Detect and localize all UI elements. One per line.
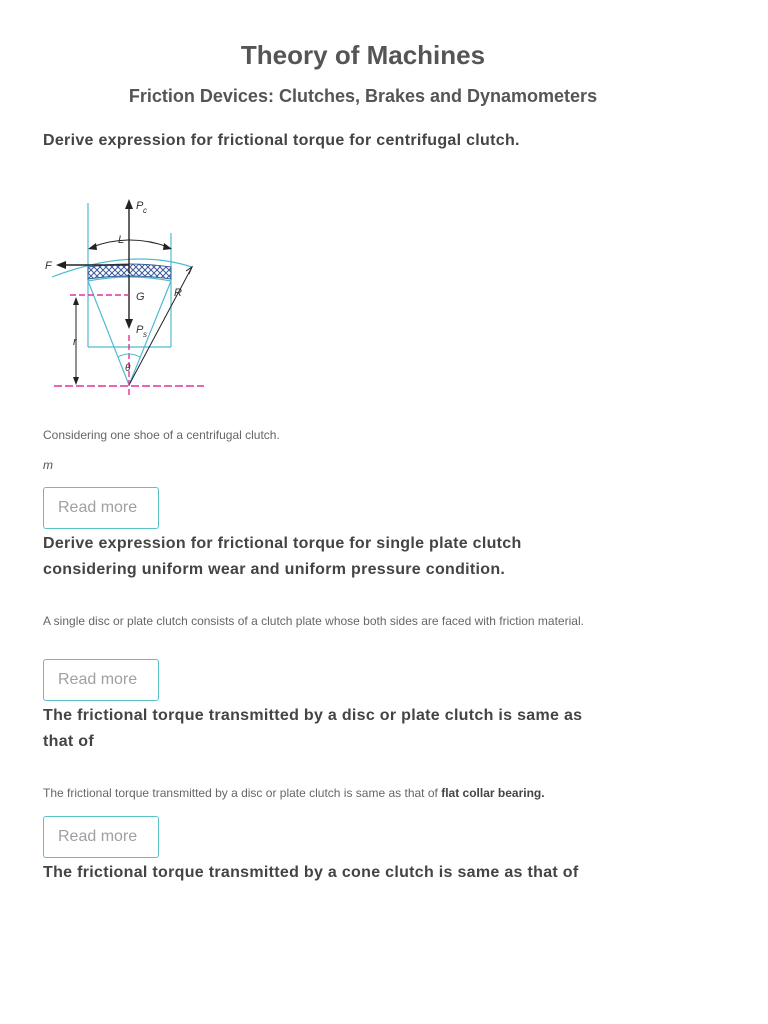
label-r-big: R (174, 287, 182, 299)
label-ps-sub: s (143, 330, 147, 339)
question-heading-2: Derive expression for frictional torque for single plate clutch considering uniform wear and uniform pressure condition. (43, 535, 522, 578)
label-l: L (118, 234, 125, 246)
question-heading-1: Derive expression for frictional torque for centrifugal clutch. (43, 132, 520, 149)
cone-left-line (88, 281, 129, 385)
question-text-3-bold: flat collar bearing. (441, 786, 545, 800)
label-pc: P (136, 200, 144, 212)
label-pc-sub: c (143, 206, 147, 215)
question-text-3 (43, 786, 603, 801)
page-title: Theory of Machines (240, 40, 486, 70)
question-extra-1: m (43, 458, 53, 472)
read-more-button-1[interactable]: Read more (43, 487, 159, 529)
label-g: G (136, 291, 145, 303)
page-subtitle: Friction Devices: Clutches, Brakes and Dynamometers (128, 86, 598, 106)
question-text-3-main: The frictional torque transmitted by a disc or plate clutch is same as that of (43, 786, 438, 800)
question-text-1: Considering one shoe of a centrifugal clutch. (43, 428, 280, 442)
question-heading-3: The frictional torque transmitted by a disc or plate clutch is same as that of (43, 707, 583, 750)
read-more-button-3[interactable]: Read more (43, 816, 159, 858)
question-heading-4: The frictional torque transmitted by a cone clutch is same as that of (43, 864, 579, 881)
question-text-2: A single disc or plate clutch consists of a clutch plate whose both sides are faced with friction material. (43, 614, 584, 628)
read-more-button-2[interactable]: Read more (43, 659, 159, 701)
label-r-small: r (73, 336, 77, 348)
label-theta: θ (125, 363, 131, 374)
label-ps: P (136, 324, 144, 336)
label-f: F (45, 260, 52, 272)
centrifugal-clutch-diagram (40, 195, 215, 400)
l-arc (92, 240, 168, 247)
